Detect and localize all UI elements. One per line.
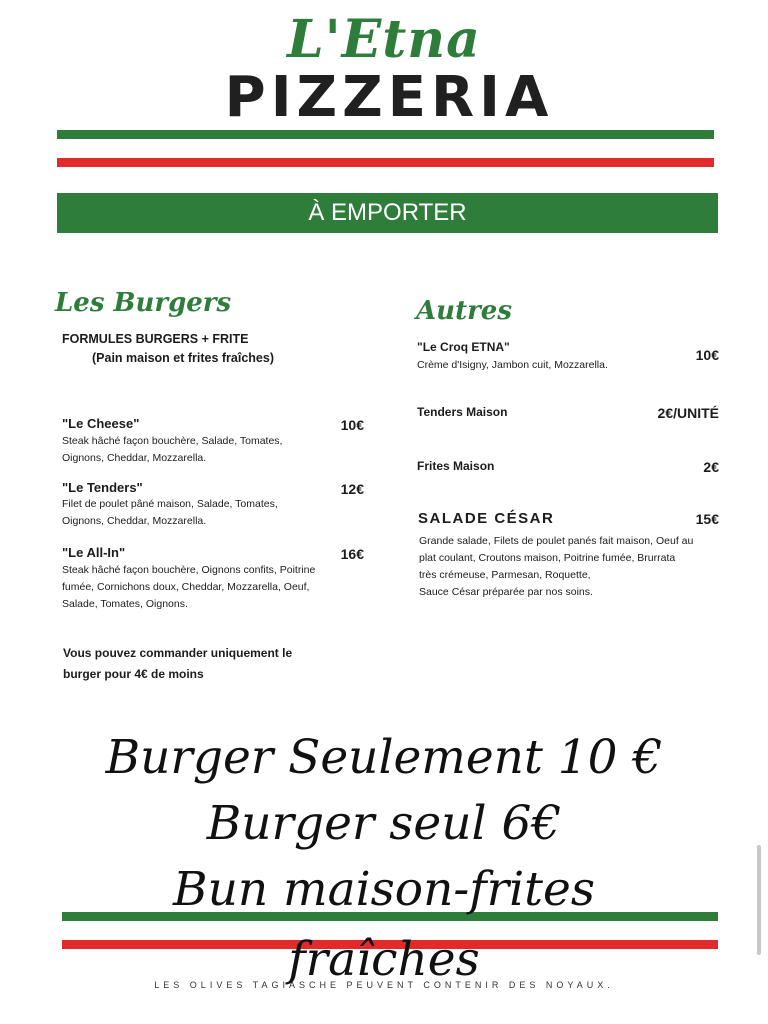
menu-item-desc: fumée, Cornichons doux, Cheddar, Mozzarella, Oeuf, bbox=[62, 581, 310, 593]
handwritten-line: fraîches bbox=[288, 932, 480, 987]
menu-item-desc: Oignons, Cheddar, Mozzarella. bbox=[62, 452, 207, 464]
menu-item-desc: plat coulant, Croutons maison, Poitrine fumée, Brurrata bbox=[419, 552, 676, 564]
formula-subtitle: (Pain maison et frites fraîches) bbox=[92, 351, 275, 365]
menu-item-desc: Crème d'Isigny, Jambon cuit, Mozzarella. bbox=[417, 359, 608, 371]
brand-logo-script: L'Etna bbox=[287, 9, 481, 70]
menu-item-name: Frites Maison bbox=[417, 459, 495, 473]
menu-item-desc: Oignons, Cheddar, Mozzarella. bbox=[62, 515, 207, 527]
header-red-stripe bbox=[57, 158, 714, 167]
menu-item-name: "Le Croq ETNA" bbox=[417, 340, 510, 354]
header-green-stripe bbox=[57, 130, 714, 139]
menu-item-price: 10€ bbox=[340, 417, 364, 433]
handwritten-line: Burger Seulement 10 € bbox=[105, 730, 663, 785]
handwritten-line: Bun maison-frites bbox=[173, 862, 595, 917]
menu-item-price: 2€/UNITÉ bbox=[657, 405, 719, 421]
menu-item-desc: Steak hâché façon bouchère, Oignons confits, Poitrine bbox=[62, 564, 316, 576]
burgers-heading: Les Burgers bbox=[55, 288, 232, 318]
menu-item-price: 10€ bbox=[695, 347, 719, 363]
autres-heading: Autres bbox=[416, 296, 512, 326]
formula-title: FORMULES BURGERS + FRITE bbox=[62, 332, 249, 346]
handwritten-line: Burger seul 6€ bbox=[206, 796, 562, 851]
menu-item-price: 12€ bbox=[340, 481, 364, 497]
burger-only-note: Vous pouvez commander uniquement le bbox=[63, 646, 293, 660]
page-title: PIZZERIA bbox=[224, 65, 554, 130]
menu-item-desc: Grande salade, Filets de poulet panés fait maison, Oeuf au bbox=[419, 535, 694, 547]
menu-item-name: "Le All-In" bbox=[62, 545, 126, 560]
scrollbar[interactable] bbox=[757, 845, 761, 955]
menu-item-price: 15€ bbox=[695, 511, 719, 527]
menu-item-name: Tenders Maison bbox=[417, 405, 508, 419]
menu-item-price: 16€ bbox=[340, 546, 364, 562]
menu-item-desc: Filet de poulet pâné maison, Salade, Tomates, bbox=[62, 498, 278, 510]
menu-item-desc: Sauce César préparée par nos soins. bbox=[419, 586, 593, 598]
footer-allergen-note: LES OLIVES TAGIASCHE PEUVENT CONTENIR DES NOYAUX. bbox=[154, 980, 614, 990]
menu-item-name: "Le Cheese" bbox=[62, 416, 140, 431]
menu-item-name: SALADE CÉSAR bbox=[418, 510, 555, 527]
menu-item-name: "Le Tenders" bbox=[62, 480, 143, 495]
menu-item-desc: Salade, Tomates, Oignons. bbox=[62, 598, 188, 610]
burger-only-note: burger pour 4€ de moins bbox=[63, 667, 204, 681]
menu-item-desc: très crémeuse, Parmesan, Roquette, bbox=[419, 569, 591, 581]
menu-item-desc: Steak hâché façon bouchère, Salade, Tomates, bbox=[62, 435, 283, 447]
menu-item-price: 2€ bbox=[703, 459, 719, 475]
takeaway-banner: À EMPORTER bbox=[57, 193, 718, 233]
